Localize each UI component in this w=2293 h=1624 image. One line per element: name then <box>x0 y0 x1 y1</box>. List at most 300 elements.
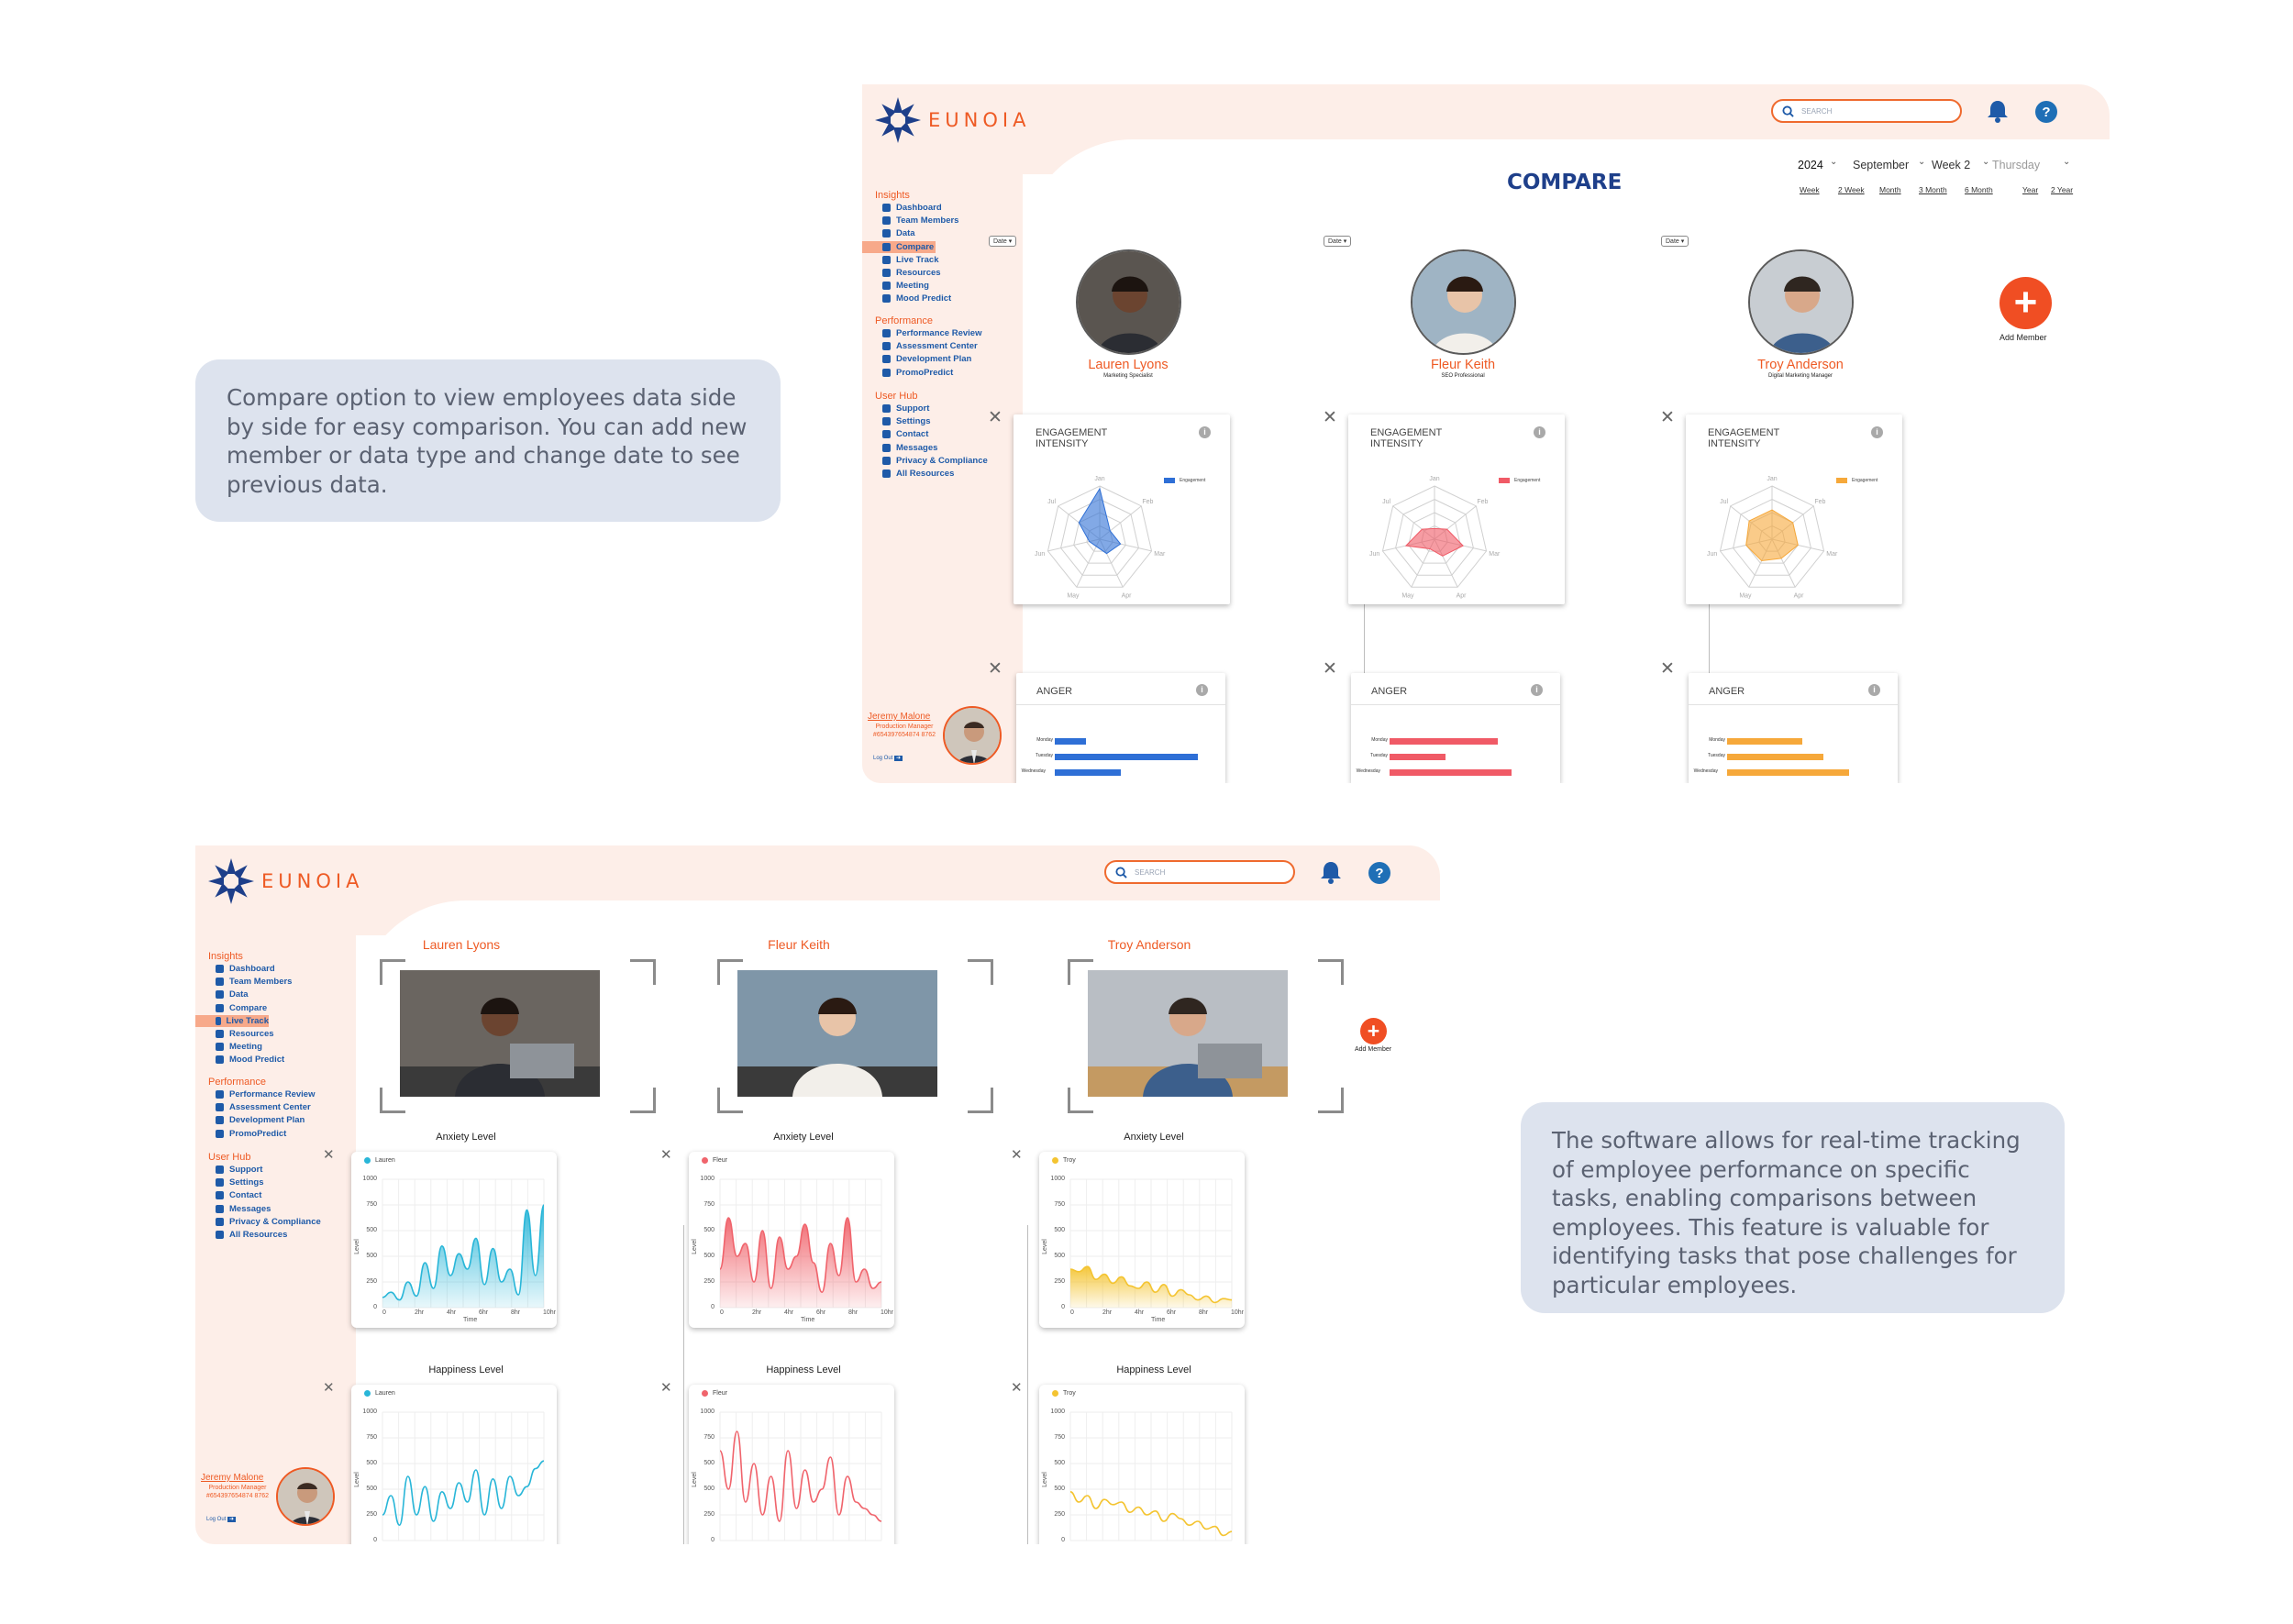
chart-title: Happiness Level <box>428 1364 504 1375</box>
range-link-6[interactable]: 2 Year <box>2051 185 2074 194</box>
add-member-label: Add Member <box>1999 333 2047 342</box>
card-divider <box>1351 704 1560 705</box>
sidebar-item-live-track[interactable] <box>195 1015 269 1027</box>
legend-label: Fleur <box>713 1390 727 1397</box>
sidebar-item-all-resources[interactable] <box>216 1229 287 1241</box>
anger-bar <box>1055 738 1086 745</box>
app-name: EUNOIA <box>261 870 364 892</box>
date-selector-1[interactable]: September <box>1853 159 1910 171</box>
radar-axis-label: Mar <box>1489 550 1501 558</box>
chart-title: Anxiety Level <box>436 1132 496 1143</box>
sidebar-item-label: All Resources <box>229 1230 288 1240</box>
happiness-chart <box>1039 1385 1245 1544</box>
book-icon <box>216 1030 224 1038</box>
radar-chart <box>1686 414 1902 604</box>
sidebar-item-label: Meeting <box>229 1042 262 1053</box>
sidebar-item-compare[interactable] <box>216 1002 267 1014</box>
close-icon[interactable]: ✕ <box>660 1147 672 1163</box>
bar-category-label: Monday <box>1036 737 1053 743</box>
bell-icon[interactable] <box>1987 99 2009 123</box>
logout-link[interactable]: Log Out ➜ <box>206 1517 235 1522</box>
radar-axis-label: Mar <box>1826 550 1838 558</box>
employee-role: Marketing Specialist <box>1103 373 1153 379</box>
bar-category-label: Wednesday <box>1356 768 1380 774</box>
sidebar-item-label: Live Track <box>226 1015 269 1026</box>
bar-category-label: Tuesday <box>1708 753 1725 758</box>
date-selector-3[interactable]: Thursday <box>1992 159 2041 171</box>
camera-frame-corner <box>968 959 993 985</box>
sidebar-item-label: Assessment Center <box>229 1102 311 1113</box>
app-logo[interactable] <box>206 856 363 906</box>
x-tick-label: 4hr <box>1135 1309 1145 1316</box>
radar-axis-label: Jan <box>1429 476 1440 482</box>
x-tick-label: 0 <box>382 1309 386 1316</box>
sidebar-item-development-plan[interactable] <box>882 353 971 365</box>
video-icon <box>216 1017 221 1025</box>
sidebar-item-label: Compare <box>896 241 935 252</box>
megaphone-icon <box>882 369 891 377</box>
logo-mark-icon <box>873 95 923 145</box>
sidebar-item-label: Performance Review <box>229 1089 316 1099</box>
employee-name[interactable]: Lauren Lyons <box>1088 358 1169 372</box>
assessment-icon <box>882 342 891 350</box>
add-member-label: Add Member <box>1355 1046 1392 1053</box>
sidebar-section-insights: Insights <box>875 190 910 201</box>
close-icon[interactable]: ✕ <box>1660 408 1675 427</box>
engagement-card <box>1686 414 1902 604</box>
sidebar-item-label: Settings <box>229 1177 264 1188</box>
x-tick-label: 4hr <box>784 1309 794 1316</box>
date-dropdown[interactable]: Date ▾ <box>989 236 1016 247</box>
employee-name[interactable]: Fleur Keith <box>768 937 830 952</box>
live-camera-feed[interactable] <box>400 970 600 1097</box>
date-dropdown[interactable]: Date ▾ <box>1661 236 1689 247</box>
headset-icon <box>216 1191 224 1199</box>
card-title: ENGAGEMENT INTENSITY <box>1708 427 1780 449</box>
sidebar-item-resources[interactable] <box>216 1028 274 1040</box>
sidebar-item-contact[interactable] <box>882 428 928 440</box>
bar-category-label: Tuesday <box>1370 753 1388 758</box>
y-tick-label: 250 <box>703 1278 714 1285</box>
radar-axis-label: Jun <box>1369 550 1380 558</box>
radar-axis-label: Jan <box>1767 476 1778 482</box>
sidebar-item-support[interactable] <box>216 1164 262 1176</box>
y-tick-label: 250 <box>366 1511 377 1518</box>
x-tick-label: 2hr <box>752 1309 762 1316</box>
plan-icon <box>216 1116 224 1124</box>
sidebar-item-label: Privacy & Compliance <box>896 455 988 466</box>
radar-axis-label: Jul <box>1720 499 1729 506</box>
card-title: ENGAGEMENT INTENSITY <box>1370 427 1443 449</box>
search-input[interactable] <box>1771 99 1962 123</box>
livetrack-callout: The software allows for real-time tracking of employee performance on specific tasks, enabling comparisons between employees. This feature is valuable for identifying tasks that pose challenges for particular employees. <box>1521 1102 2065 1313</box>
logout-icon: ➜ <box>229 1517 235 1522</box>
info-icon[interactable]: i <box>1196 684 1208 696</box>
y-tick-label: 0 <box>1061 1304 1065 1310</box>
legend-label: Engagement <box>1514 478 1541 483</box>
sidebar-item-support[interactable] <box>882 403 929 414</box>
bar-category-label: Tuesday <box>1036 753 1053 758</box>
close-icon[interactable]: ✕ <box>660 1380 672 1396</box>
logo-mark-icon <box>206 856 256 906</box>
sidebar-item-meeting[interactable] <box>882 280 929 292</box>
sidebar-item-label: Dashboard <box>896 203 942 213</box>
gear-icon <box>882 417 891 425</box>
sidebar-item-label: Development Plan <box>229 1115 305 1126</box>
employee-name[interactable]: Troy Anderson <box>1107 937 1191 952</box>
sidebar-section-userhub: User Hub <box>208 1152 251 1163</box>
radar-axis-label: Jun <box>1707 550 1718 558</box>
y-axis-label: Level <box>1041 1239 1048 1254</box>
x-tick-label: 8hr <box>1199 1309 1209 1316</box>
bar-category-label: Wednesday <box>1693 768 1718 774</box>
sidebar-section-performance: Performance <box>208 1077 266 1088</box>
y-tick-label: 0 <box>1061 1537 1065 1543</box>
date-dropdown[interactable]: Date ▾ <box>1324 236 1351 247</box>
help-icon[interactable]: ? <box>2035 101 2057 123</box>
sidebar-item-label: Dashboard <box>229 964 275 974</box>
close-icon[interactable]: ✕ <box>323 1147 335 1163</box>
radar-axis-label: Apr <box>1121 592 1132 600</box>
y-tick-label: 500 <box>366 1486 377 1492</box>
sidebar-item-data[interactable] <box>882 227 915 239</box>
info-icon[interactable]: i <box>1871 426 1883 438</box>
chart-title: Happiness Level <box>766 1364 841 1375</box>
radar-axis-label: Apr <box>1793 592 1804 600</box>
y-tick-label: 750 <box>1054 1201 1065 1208</box>
date-selector-2[interactable]: Week 2 <box>1932 159 1971 171</box>
chevron-down-icon: ⌄ <box>1918 157 1926 167</box>
sidebar-item-mood-predict[interactable] <box>882 293 951 304</box>
heart-icon <box>216 1166 224 1174</box>
mood-icon <box>216 1055 224 1064</box>
y-tick-label: 500 <box>1054 1227 1065 1233</box>
y-tick-label: 500 <box>366 1227 377 1233</box>
radar-axis-label: Jul <box>1382 499 1391 506</box>
sidebar-item-label: PromoPredict <box>896 367 954 378</box>
y-tick-label: 1000 <box>700 1176 714 1182</box>
y-tick-label: 250 <box>1054 1511 1065 1518</box>
anger-bar <box>1727 754 1823 760</box>
y-tick-label: 500 <box>366 1253 377 1259</box>
y-tick-label: 1000 <box>362 1176 377 1182</box>
y-tick-label: 0 <box>373 1304 377 1310</box>
x-axis-label: Time <box>463 1317 478 1323</box>
compare-icon <box>882 243 891 251</box>
compare-screen <box>862 84 2110 783</box>
column-divider <box>1027 1225 1028 1544</box>
legend-label: Troy <box>1063 1157 1076 1164</box>
chart-title: Happiness Level <box>1116 1364 1191 1375</box>
close-icon[interactable]: ✕ <box>1011 1380 1023 1396</box>
search-input[interactable] <box>1104 860 1295 884</box>
anger-card <box>1351 673 1560 783</box>
search-icon <box>1782 105 1794 117</box>
line-chart-plot <box>351 1152 557 1328</box>
sidebar-item-dashboard[interactable] <box>882 202 942 214</box>
page-title: COMPARE <box>1507 171 1623 194</box>
anxiety-chart <box>351 1152 557 1328</box>
livetrack-screen <box>195 845 1440 1544</box>
user-avatar[interactable] <box>943 706 1002 765</box>
logout-icon: ➜ <box>896 756 902 761</box>
y-tick-label: 500 <box>703 1253 714 1259</box>
sidebar-item-mood-predict[interactable] <box>216 1054 284 1066</box>
y-tick-label: 750 <box>366 1201 377 1208</box>
employee-name[interactable]: Lauren Lyons <box>422 937 501 952</box>
engagement-card <box>1014 414 1230 604</box>
range-link-4[interactable]: 6 Month <box>1965 185 1993 194</box>
assessment-icon <box>216 1103 224 1111</box>
mood-icon <box>882 294 891 303</box>
sidebar-item-messages[interactable] <box>882 442 937 454</box>
user-avatar[interactable] <box>276 1467 335 1526</box>
add-member-button[interactable]: + <box>1999 277 2052 329</box>
library-icon <box>882 470 891 478</box>
y-tick-label: 750 <box>366 1434 377 1441</box>
close-icon[interactable]: ✕ <box>988 659 1002 679</box>
anger-bar <box>1055 769 1121 776</box>
camera-frame-corner <box>1318 959 1344 985</box>
y-tick-label: 0 <box>373 1537 377 1543</box>
close-icon[interactable]: ✕ <box>1660 659 1675 679</box>
happiness-chart <box>351 1385 557 1544</box>
y-tick-label: 750 <box>703 1201 714 1208</box>
radar-chart <box>1014 414 1230 604</box>
add-member-button[interactable]: + <box>1360 1018 1387 1044</box>
chart-title: Anxiety Level <box>773 1132 834 1143</box>
sidebar-item-promopredict[interactable] <box>216 1128 286 1140</box>
anger-bar <box>1727 769 1849 776</box>
sidebar-item-contact[interactable] <box>216 1189 261 1201</box>
sidebar-item-label: Support <box>896 403 930 414</box>
sidebar-item-performance-review[interactable] <box>882 327 981 339</box>
line-chart-plot <box>351 1385 557 1544</box>
employee-avatar[interactable] <box>1411 249 1516 355</box>
y-tick-label: 500 <box>703 1227 714 1233</box>
y-tick-label: 250 <box>1054 1278 1065 1285</box>
y-axis-label: Level <box>691 1239 698 1254</box>
y-axis-label: Level <box>353 1239 360 1254</box>
phone-icon <box>882 282 891 290</box>
x-tick-label: 10hr <box>1231 1309 1245 1316</box>
y-tick-label: 1000 <box>1050 1176 1065 1182</box>
sidebar-item-label: Live Track <box>896 254 939 265</box>
sidebar-item-development-plan[interactable] <box>216 1114 305 1126</box>
legend-label: Lauren <box>375 1157 395 1164</box>
y-tick-label: 0 <box>711 1304 714 1310</box>
employee-avatar[interactable] <box>1076 249 1181 355</box>
radar-axis-label: May <box>1067 592 1080 600</box>
radar-axis-label: May <box>1401 592 1414 600</box>
card-title: ANGER <box>1709 686 1745 697</box>
help-icon[interactable]: ? <box>1368 862 1390 884</box>
card-divider <box>1689 704 1898 705</box>
close-icon[interactable]: ✕ <box>988 408 1002 427</box>
sidebar-item-label: Meeting <box>896 281 929 292</box>
user-id: #654397654874 8762 <box>872 732 936 738</box>
user-role: Production Manager <box>208 1485 267 1491</box>
y-tick-label: 500 <box>1054 1486 1065 1492</box>
range-link-5[interactable]: Year <box>2022 185 2039 194</box>
anger-bar <box>1727 738 1802 745</box>
y-tick-label: 500 <box>1054 1460 1065 1466</box>
y-axis-label: Level <box>353 1472 360 1487</box>
card-title: ENGAGEMENT INTENSITY <box>1036 427 1108 449</box>
user-name[interactable]: Jeremy Malone <box>868 712 931 722</box>
employee-role: Digital Marketing Manager <box>1767 373 1833 379</box>
sidebar-item-label: Performance Review <box>896 328 982 338</box>
sidebar-item-compare[interactable] <box>862 241 936 253</box>
review-icon <box>882 329 891 337</box>
video-icon <box>882 256 891 264</box>
employee-name[interactable]: Troy Anderson <box>1757 358 1844 372</box>
x-tick-label: 0 <box>1070 1309 1074 1316</box>
logout-link[interactable]: Log Out ➜ <box>873 756 902 761</box>
bar-category-label: Wednesday <box>1021 768 1046 774</box>
compare-callout: Compare option to view employees data side by side for easy comparison. You can add new member or data type and change date to see previous data. <box>195 359 781 522</box>
sidebar-item-label: Data <box>896 228 915 239</box>
close-icon[interactable]: ✕ <box>1323 408 1337 427</box>
x-tick-label: 10hr <box>543 1309 557 1316</box>
line-chart-plot <box>689 1385 894 1544</box>
line-chart-plot <box>689 1152 894 1328</box>
info-icon[interactable]: i <box>1199 426 1211 438</box>
x-tick-label: 2hr <box>415 1309 425 1316</box>
sidebar-item-label: PromoPredict <box>229 1128 287 1139</box>
column-divider <box>683 1225 684 1544</box>
employee-name[interactable]: Fleur Keith <box>1430 358 1496 372</box>
range-link-3[interactable]: 3 Month <box>1919 185 1947 194</box>
info-icon[interactable]: i <box>1531 684 1543 696</box>
sidebar-item-label: Assessment Center <box>896 341 978 352</box>
x-tick-label: 8hr <box>511 1309 521 1316</box>
sidebar-item-team-members[interactable] <box>216 976 292 988</box>
y-tick-label: 250 <box>366 1278 377 1285</box>
y-tick-label: 1000 <box>700 1409 714 1415</box>
info-icon[interactable]: i <box>1868 684 1880 696</box>
y-tick-label: 1000 <box>362 1409 377 1415</box>
sidebar-item-dashboard[interactable] <box>216 963 275 975</box>
close-icon[interactable]: ✕ <box>1323 659 1337 679</box>
heart-icon <box>882 404 891 413</box>
range-link-0[interactable]: Week <box>1800 185 1820 194</box>
app-logo[interactable] <box>873 95 1030 145</box>
gear-icon <box>216 1178 224 1187</box>
x-tick-label: 6hr <box>479 1309 489 1316</box>
compare-icon <box>216 1004 224 1012</box>
sidebar-item-assessment-center[interactable] <box>882 340 978 352</box>
user-id: #654397654874 8762 <box>205 1493 270 1499</box>
sidebar-item-resources[interactable] <box>882 267 941 279</box>
close-icon[interactable]: ✕ <box>323 1380 335 1396</box>
sidebar-item-label: Mood Predict <box>229 1055 285 1066</box>
phone-icon <box>216 1043 224 1051</box>
radar-axis-label: May <box>1739 592 1752 600</box>
lock-icon <box>882 457 891 465</box>
review-icon <box>216 1090 224 1099</box>
grid-icon <box>216 965 224 973</box>
live-camera-feed[interactable] <box>737 970 937 1097</box>
y-tick-label: 500 <box>703 1486 714 1492</box>
anxiety-chart <box>689 1152 894 1328</box>
sidebar-item-label: Development Plan <box>896 354 972 365</box>
user-name[interactable]: Jeremy Malone <box>201 1473 264 1483</box>
sidebar-item-label: Settings <box>896 416 931 427</box>
chevron-down-icon: ⌄ <box>1830 157 1838 167</box>
anxiety-chart <box>1039 1152 1245 1328</box>
sidebar-item-meeting[interactable] <box>216 1041 262 1053</box>
sidebar-item-assessment-center[interactable] <box>216 1101 311 1113</box>
y-axis-label: Level <box>691 1472 698 1487</box>
sidebar-item-settings[interactable] <box>882 415 930 427</box>
sidebar-item-label: Resources <box>896 268 941 278</box>
sidebar-item-privacy-compliance[interactable] <box>216 1216 321 1228</box>
card-divider <box>1016 704 1225 705</box>
users-icon <box>216 978 224 986</box>
sidebar-item-label: Support <box>229 1165 263 1175</box>
anger-bar <box>1390 738 1498 745</box>
database-icon <box>882 229 891 238</box>
legend-label: Lauren <box>375 1390 395 1397</box>
search-placeholder: SEARCH <box>1801 106 1833 116</box>
sidebar-item-messages[interactable] <box>216 1203 271 1215</box>
sidebar-item-privacy-compliance[interactable] <box>882 455 988 467</box>
employee-avatar[interactable] <box>1748 249 1854 355</box>
range-link-1[interactable]: 2 Week <box>1838 185 1865 194</box>
y-tick-label: 500 <box>703 1460 714 1466</box>
radar-series-2 <box>1746 510 1799 560</box>
sidebar-item-label: Mood Predict <box>896 293 952 304</box>
search-icon <box>1115 867 1127 878</box>
sidebar-item-team-members[interactable] <box>882 215 958 226</box>
radar-axis-label: Jun <box>1035 550 1046 558</box>
search-placeholder: SEARCH <box>1135 867 1166 877</box>
headset-icon <box>882 430 891 438</box>
sidebar-item-performance-review[interactable] <box>216 1088 315 1100</box>
y-tick-label: 750 <box>703 1434 714 1441</box>
date-selector-0[interactable]: 2024 <box>1798 159 1823 171</box>
sidebar-item-settings[interactable] <box>216 1177 263 1188</box>
chat-icon <box>882 444 891 452</box>
sidebar-item-all-resources[interactable] <box>882 468 954 480</box>
line-chart-plot <box>1039 1152 1245 1328</box>
x-tick-label: 4hr <box>447 1309 457 1316</box>
legend-label: Engagement <box>1852 478 1878 483</box>
bell-icon[interactable] <box>1320 860 1342 884</box>
sidebar-item-live-track[interactable] <box>882 254 938 266</box>
card-title: ANGER <box>1036 686 1073 697</box>
x-tick-label: 10hr <box>881 1309 894 1316</box>
anger-card <box>1016 673 1225 783</box>
chevron-down-icon: ⌄ <box>1982 157 1990 167</box>
close-icon[interactable]: ✕ <box>1011 1147 1023 1163</box>
live-camera-feed[interactable] <box>1088 970 1288 1097</box>
sidebar-item-data[interactable] <box>216 989 249 1000</box>
sidebar-item-label: Data <box>229 989 249 1000</box>
x-tick-label: 2hr <box>1102 1309 1113 1316</box>
anger-bar <box>1390 769 1512 776</box>
sidebar-item-label: All Resources <box>896 469 955 479</box>
range-link-2[interactable]: Month <box>1879 185 1901 194</box>
x-axis-label: Time <box>1151 1317 1166 1323</box>
info-icon[interactable]: i <box>1534 426 1545 438</box>
chevron-down-icon: ⌄ <box>2063 157 2071 167</box>
camera-frame-corner <box>630 959 656 985</box>
employee-role: SEO Professional <box>1441 373 1485 379</box>
library-icon <box>216 1231 224 1239</box>
sidebar-item-promopredict[interactable] <box>882 367 953 379</box>
